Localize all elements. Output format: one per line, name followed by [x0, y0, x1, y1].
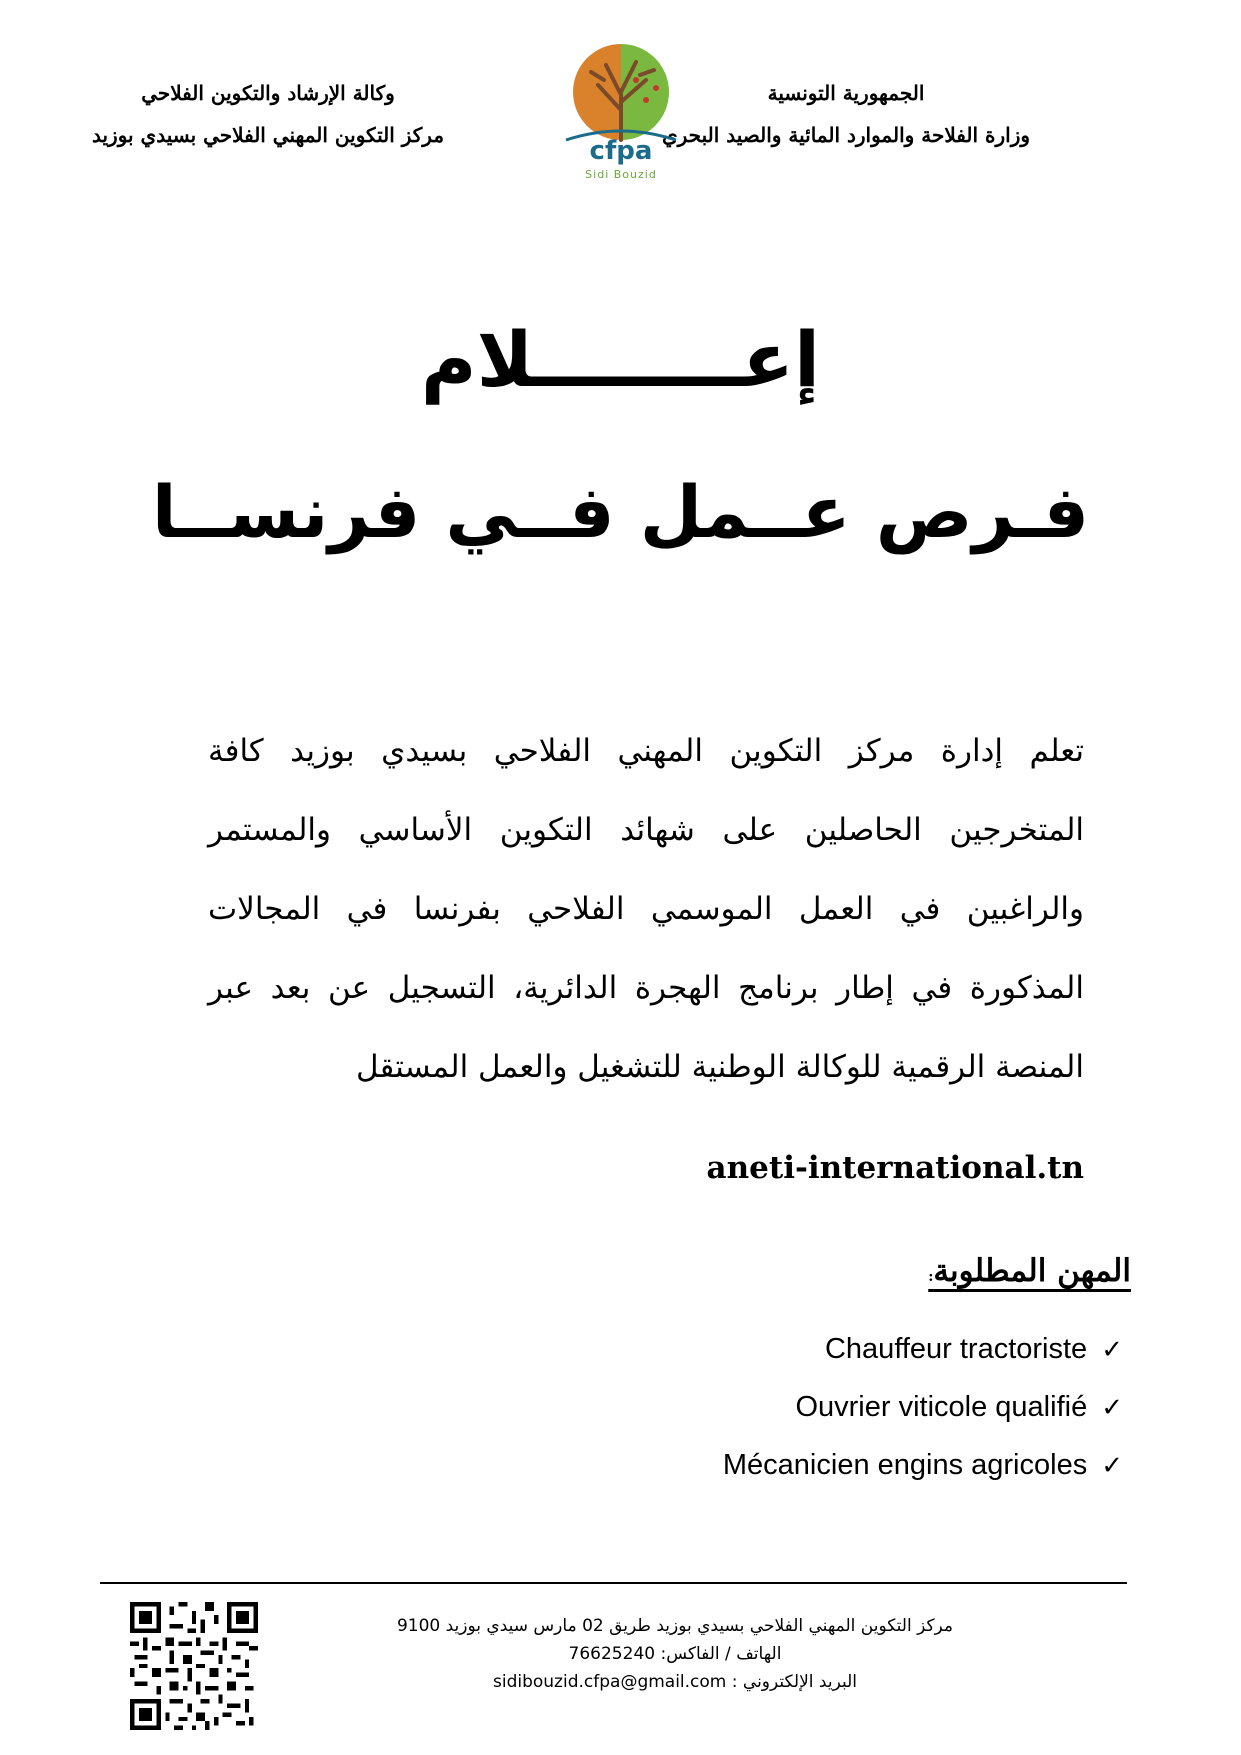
jobs-heading: [928, 1253, 1131, 1289]
cfpa-logo: [556, 40, 686, 190]
header-republic: الجمهورية التونسية: [767, 81, 925, 105]
list-item: [423, 1320, 1123, 1378]
logo-subtitle: Sidi Bouzid: [585, 168, 657, 181]
jobs-list: [423, 1320, 1123, 1494]
header-agency: [88, 72, 448, 156]
jobs-heading-colon: :: [928, 1269, 934, 1285]
header-ministry: [626, 72, 1066, 156]
job-title: Chauffeur tractoriste: [824, 1333, 1088, 1365]
footer-email: البريد الإلكتروني : sidibouzid.cfpa@gmail.com: [493, 1672, 857, 1692]
logo-wordmark: cfpa: [589, 136, 653, 166]
registration-url: aneti-international.tn: [706, 1150, 1084, 1186]
list-item: [423, 1378, 1123, 1436]
notice-title: إعــــــــلام: [420, 315, 821, 404]
check-icon: ✓: [1101, 1334, 1123, 1364]
footer-address: مركز التكوين المهني الفلاحي بسيدي بوزيد طريق 02 مارس سيدي بوزيد 9100: [396, 1616, 954, 1636]
job-title: Ouvrier viticole qualifié: [795, 1391, 1088, 1423]
check-icon: ✓: [1101, 1450, 1123, 1480]
tree-logo-icon: [556, 40, 686, 150]
footer-phone: الهاتف / الفاكس: 76625240: [568, 1644, 782, 1664]
list-item: [423, 1436, 1123, 1494]
header-center-name: مركز التكوين المهني الفلاحي بسيدي بوزيد: [91, 123, 445, 147]
header-agency-name: وكالة الإرشاد والتكوين الفلاحي: [141, 81, 395, 105]
header-ministry-name: وزارة الفلاحة والموارد المائية والصيد البحري: [661, 123, 1031, 147]
job-title: Mécanicien engins agricoles: [722, 1449, 1088, 1481]
check-icon: ✓: [1101, 1392, 1123, 1422]
footer-contact: [330, 1612, 1020, 1696]
jobs-heading-text: المهن المطلوبة: [933, 1253, 1131, 1289]
qr-code-icon: [130, 1602, 258, 1730]
notice-paragraph: تعلم إدارة مركز التكوين المهني الفلاحي بسيدي بوزيد كافة المتخرجين الحاصلين على شهائد التكوين الأساسي والمستمر والراغبين في العمل الموسمي الفلاحي بفرنسا في المجالات المذكورة في إطار برنامج الهجرة الدائرية، التسجيل عن بعد عبر المنصة الرقمية للوكالة الوطنية للتشغيل والعمل المستقل: [208, 733, 1084, 1085]
footer-divider: [100, 1582, 1127, 1584]
notice-subtitle: فـرص عــمل فــي فرنســا: [151, 470, 1090, 554]
